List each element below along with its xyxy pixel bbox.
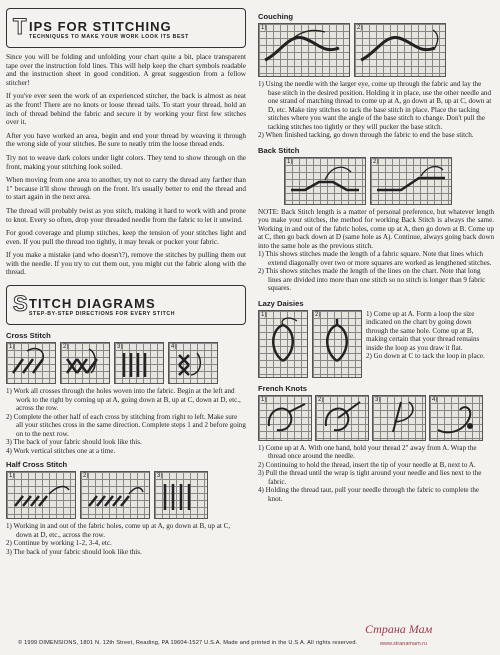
half-cross-step: 2) Continue by working 1-2, 3-4, etc. xyxy=(6,539,112,548)
lazy-daisies-step: 2) Go down at C to tack the loop in place. xyxy=(366,352,485,360)
tips-paragraph: If you make a mistake (and who doesn't?), remove the stitches by pulling them out with the needle. If you try to cut them out, you might cut the fabric along with the thread. xyxy=(6,251,246,277)
french-knots-figures xyxy=(258,395,494,441)
french-knots-fig-1 xyxy=(258,395,312,441)
half-cross-diagram-3 xyxy=(155,472,207,518)
tips-paragraph: After you have worked an area, begin and end your thread by weaving it through the wrong side of your stitches. Be sure to neatly trim the loose thread ends. xyxy=(6,131,246,149)
tips-body xyxy=(6,53,246,277)
cross-stitch-diagram-3 xyxy=(115,343,163,383)
watermark-logo: Страна Мам xyxy=(365,622,433,636)
tips-header-subtitle: TECHNIQUES TO MAKE YOUR WORK LOOK ITS BEST xyxy=(29,34,189,40)
french-knots-step: 4) Holding the thread taut, pull your needle through the fabric to complete the knot. xyxy=(258,486,480,503)
fig-label: 2) xyxy=(63,344,69,351)
cross-stitch-step: 1) Work all crosses through the holes woven into the fabric. Begin at the left and work to the right by coming up at A, going down at B, up at C, down at D, etc., across the row. xyxy=(6,387,241,413)
fig-label: 1) xyxy=(261,396,267,403)
tips-paragraph: Try not to weave dark colors under light colors. They tend to show through on the front, making your stitching look soiled. xyxy=(6,153,246,171)
half-cross-step: 1) Working in and out of the fabric holes, come up at A, go down at B, up at C, down at D, etc., across the row. xyxy=(6,522,231,539)
copyright-footer: © 1999 DIMENSIONS, 1801 N. 12th Street, Reading, PA 19604-1527 U.S.A. Made and printed in the U.S.A. All rights reserved. xyxy=(18,640,358,646)
diagrams-header-subtitle: STEP-BY-STEP DIRECTIONS FOR EVERY STITCH xyxy=(29,311,176,318)
cross-stitch-title: Cross Stitch xyxy=(6,331,51,341)
back-stitch-diagram-1 xyxy=(285,158,365,204)
right-column xyxy=(258,0,494,503)
french-knots-step: 2) Continuing to hold the thread, insert the tip of your needle at B, next to A. xyxy=(258,460,476,469)
cross-stitch-fig-2 xyxy=(60,342,110,384)
half-cross-steps xyxy=(6,522,246,556)
cross-stitch-steps xyxy=(6,387,246,455)
cross-stitch-step: 3) The back of your fabric should look like this. xyxy=(6,438,142,447)
half-cross-title: Half Cross Stitch xyxy=(6,460,68,470)
couching-diagram-1 xyxy=(259,24,349,76)
tips-paragraph: The thread will probably twist as you stitch, making it hard to work with and prone to knot. Every so often, drop your threaded needle from the fabric to let it unwind. xyxy=(6,206,246,224)
back-stitch-fig-1 xyxy=(284,157,366,205)
fig-label: 1) xyxy=(9,473,15,480)
tips-paragraph: For good coverage and plump stitches, keep the tension of your stitches light and even. If you pull the thread too tightly, it may break or pucker your fabric. xyxy=(6,229,246,246)
couching-step: 2) When finished tacking, go down through the fabric to end the base stitch. xyxy=(258,131,474,139)
couching-steps xyxy=(258,80,494,140)
lazy-daisies-steps xyxy=(366,310,494,378)
half-cross-fig-2 xyxy=(80,471,150,519)
fig-label: 2) xyxy=(357,25,363,31)
french-knots-diagram-4 xyxy=(430,396,482,440)
half-cross-diagram-2 xyxy=(81,472,149,518)
fig-label: 2) xyxy=(318,396,324,403)
tips-paragraph: If you've ever seen the work of an experienced stitcher, the back is almost as neat as the front! There are no knots or loose thread tails. To start your thread, hold an inch of thread behind the fabric and secure it by working your first few stitches over it. xyxy=(6,92,246,127)
cross-stitch-fig-3 xyxy=(114,342,164,384)
lazy-daisies-diagram-1 xyxy=(259,311,307,377)
french-knots-diagram-2 xyxy=(316,396,368,440)
fig-label: 4) xyxy=(432,396,438,403)
lazy-daisies-step: 1) Come up at A. Form a loop the size indicated on the chart by going down through the same hole. Come up at B, making certain that your thread remains inside the loop as you draw it flat. xyxy=(366,309,480,352)
cross-stitch-step: 2) Complete the other half of each cross by stitching from right to left. Make sure all your stitches cross in the same direction. Complete steps 1 and 2 before going on to the next row. xyxy=(6,412,246,438)
cross-stitch-fig-4 xyxy=(168,342,218,384)
back-stitch-figures xyxy=(258,157,494,205)
french-knots-fig-3 xyxy=(372,395,426,441)
cross-stitch-step: 4) Work vertical stitches one at a time. xyxy=(6,446,116,455)
french-knots-title: French Knots xyxy=(258,383,307,393)
couching-step: 1) Using the needle with the larger eye, come up through the fabric and lay the base stitch in the desired position. Holding it in place, use the other needle and one strand of matching thread to come up at A, go down at B, up at C, down at D, etc. Make tiny stitches to tack the base stitch in place. Place the tacking stitches where you want the angle of the base stitch to change. Don't pull the tacking stitches too tightly or they will pucker the base stitch. xyxy=(258,80,492,131)
tips-header-letter: T xyxy=(13,14,27,39)
diagrams-header-letter: S xyxy=(13,291,28,317)
lazy-daisies-fig-2 xyxy=(312,310,362,378)
french-knots-diagram-3 xyxy=(373,396,425,440)
fig-label: 2) xyxy=(83,473,89,480)
fig-label: 4) xyxy=(171,344,177,351)
couching-fig-1 xyxy=(258,23,350,77)
half-cross-fig-3 xyxy=(154,471,208,519)
french-knots-fig-2 xyxy=(315,395,369,441)
tips-header-title: IPS FOR STITCHING xyxy=(29,19,172,34)
french-knots-step: 1) Come up at A. With one hand, hold your thread 2" away from A. Wrap the thread once around the needle. xyxy=(258,443,477,460)
back-stitch-step: 1) This shows stitches made the length of a fabric square. Note that lines which extend diagonally over two or more squares are worked as lengthened stitches. xyxy=(258,250,492,267)
french-knots-steps xyxy=(258,444,494,504)
back-stitch-fig-2 xyxy=(370,157,452,205)
french-knots-diagram-1 xyxy=(259,396,311,440)
lazy-daisies-title: Lazy Daisies xyxy=(258,298,304,308)
fig-label: 3) xyxy=(157,473,163,480)
fig-label: 2) xyxy=(373,158,379,165)
fig-label: 1) xyxy=(261,25,267,31)
half-cross-diagram-1 xyxy=(7,472,75,518)
back-stitch-steps xyxy=(258,250,494,293)
fig-label: 2) xyxy=(315,311,321,318)
watermark-url: www.stranamam.ru xyxy=(380,641,428,647)
half-cross-step: 3) The back of your fabric should look like this. xyxy=(6,547,142,556)
lazy-daisies-block xyxy=(258,310,494,378)
fig-label: 1) xyxy=(287,158,293,165)
diagrams-header-title: TITCH DIAGRAMS xyxy=(29,296,156,312)
tips-paragraph: When moving from one area to another, try not to carry the thread any farther than 1" because it'll show through on the front. It's usually better to end the thread and to start again in the next area. xyxy=(6,176,246,202)
couching-diagram-2 xyxy=(355,24,445,76)
half-cross-figures xyxy=(6,471,246,519)
french-knots-fig-4 xyxy=(429,395,483,441)
cross-stitch-fig-1 xyxy=(6,342,56,384)
cross-stitch-figures xyxy=(6,342,246,384)
cross-stitch-diagram-4 xyxy=(169,343,217,383)
cross-stitch-diagram-1 xyxy=(7,343,55,383)
fig-label: 1) xyxy=(9,344,15,351)
back-stitch-note: NOTE: Back Stitch length is a matter of personal preference, but whatever length you make your stitches, the method for working Back Stitch is always the same. Working in and out of the fabric holes, come up at A, then go down at B. Come up at C, then go back down at D (same hole as A). Continue, always going back down into the same hole as the previous stitch. xyxy=(258,207,494,250)
left-column xyxy=(6,0,246,556)
couching-figures xyxy=(258,23,494,77)
couching-fig-2 xyxy=(354,23,446,77)
fig-label: 3) xyxy=(375,396,381,403)
cross-stitch-diagram-2 xyxy=(61,343,109,383)
lazy-daisies-fig-1 xyxy=(258,310,308,378)
diagrams-header xyxy=(6,285,246,325)
lazy-daisies-diagram-2 xyxy=(313,311,361,377)
tips-header xyxy=(6,8,246,48)
back-stitch-title: Back Stitch xyxy=(258,145,300,155)
back-stitch-step: 2) This shows stitches made the length of the lines on the chart. Note that long lines are divided into more than one stitch so no stitch is longer than 9 fabric squares. xyxy=(258,267,486,292)
fig-label: 3) xyxy=(117,344,123,351)
fig-label: 1) xyxy=(261,311,267,318)
back-stitch-diagram-2 xyxy=(371,158,451,204)
couching-title: Couching xyxy=(258,12,294,21)
half-cross-fig-1 xyxy=(6,471,76,519)
french-knots-step: 3) Pull the thread until the wrap is tight around your needle and lies next to the fabric. xyxy=(258,469,482,486)
tips-paragraph: Since you will be folding and unfolding your chart quite a bit, place transparent tape over the instruction fold lines. This will help keep the chart symbols readable and the instruction sheet in good condition. A great suggestion from a fellow stitcher! xyxy=(6,53,246,87)
